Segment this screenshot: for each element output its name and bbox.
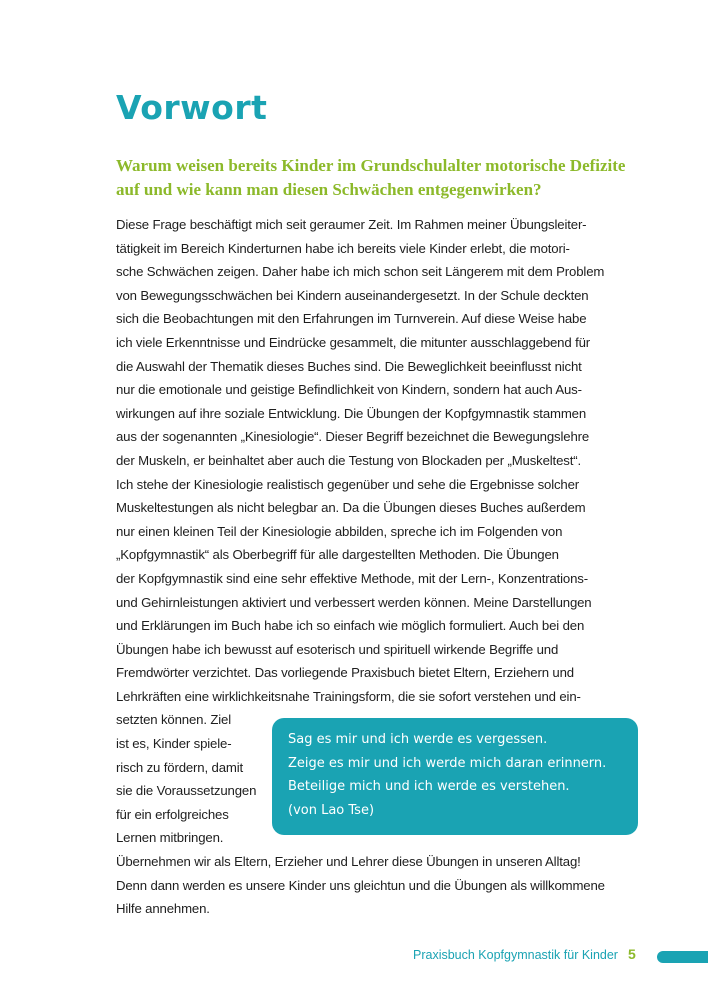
body-line: sie die Voraussetzungen [116, 783, 257, 799]
quote-line: Beteilige mich und ich werde es verstehen. [288, 779, 570, 794]
body-line: Muskeltestungen als nicht belegbar an. Da die Übungen dieses Buches außerdem [116, 500, 586, 516]
body-line: „Kopfgymnastik“ als Oberbegriff für alle dargestellten Methoden. Die Übungen [116, 547, 559, 563]
body-line: nur die emotionale und geistige Befindlichkeit von Kindern, sondern hat auch Aus- [116, 382, 582, 398]
body-line: und Gehirnleistungen aktiviert und verbessert werden können. Meine Darstellungen [116, 594, 592, 610]
body-line: Übungen habe ich bewusst auf esoterisch und spirituell wirkende Begriffe und [116, 641, 559, 657]
body-line: Ich stehe der Kinesiologie realistisch gegenüber und sehe die Ergebnisse solcher [116, 476, 580, 492]
body-line: der Muskeln, er beinhaltet aber auch die Testung von Blockaden per „Muskeltest“. [116, 452, 581, 468]
body-line: tätigkeit im Bereich Kinderturnen habe ich bereits viele Kinder erlebt, die motori- [116, 240, 570, 256]
quote-box [272, 718, 638, 835]
body-line: Fremdwörter verzichtet. Das vorliegende Praxisbuch bietet Eltern, Erziehern und [116, 665, 574, 681]
body-line: der Kopfgymnastik sind eine sehr effektive Methode, mit der Lern-, Konzentrations- [116, 570, 588, 586]
body-line: wirkungen auf ihre soziale Entwicklung. Die Übungen der Kopfgymnastik stammen [116, 405, 587, 421]
lead-line: auf und wie kann man diesen Schwächen entgegenwirken? [116, 179, 542, 199]
body-line: sche Schwächen zeigen. Daher habe ich mich schon seit Längerem mit dem Problem [116, 264, 605, 280]
body-line: Denn dann werden es unsere Kinder uns gleichtun und die Übungen als willkommene [116, 877, 605, 893]
body-line: Diese Frage beschäftigt mich seit geraumer Zeit. Im Rahmen meiner Übungsleiter- [116, 217, 587, 232]
body-line: aus der sogenannten „Kinesiologie“. Dieser Begriff bezeichnet die Bewegungslehre [116, 429, 590, 445]
body-line: sich die Beobachtungen mit den Erfahrungen im Turnverein. Auf diese Weise habe [116, 311, 587, 327]
body-line: Lernen mitbringen. [116, 830, 224, 846]
body-line: setzten können. Ziel [116, 712, 232, 728]
body-line: nur einen kleinen Teil der Kinesiologie abbilden, spreche ich im Folgenden von [116, 523, 563, 539]
footer-book-title: Praxisbuch Kopfgymnastik für Kinder [413, 948, 618, 962]
footer-accent-bar [657, 951, 708, 963]
quote-attribution: (von Lao Tse) [288, 802, 375, 818]
page-number: 5 [628, 946, 636, 962]
body-line: von Bewegungsschwächen bei Kindern auseinandergesetzt. In der Schule deckten [116, 287, 589, 303]
lead-line: Warum weisen bereits Kinder im Grundschulalter motorische Defizite [116, 156, 626, 175]
quote-line: Sag es mir und ich werde es vergessen. [288, 732, 548, 747]
body-line: ich viele Erkenntnisse und Eindrücke gesammelt, die mitunter ausschlaggebend für [116, 334, 591, 350]
page-title: Vorwort [116, 88, 268, 127]
body-line: und Erklärungen im Buch habe ich so einfach wie möglich formuliert. Auch bei den [116, 618, 585, 634]
quote-line: Zeige es mir und ich werde mich daran erinnern. [288, 755, 607, 771]
body-line: Lehrkräften eine wirklichkeitsnahe Trainingsform, die sie sofort verstehen und ein- [116, 688, 581, 704]
body-line: Übernehmen wir als Eltern, Erzieher und Lehrer diese Übungen in unseren Alltag! [116, 854, 581, 870]
body-line: die Auswahl der Thematik dieses Buches sind. Die Beweglichkeit beeinflusst nicht [116, 358, 582, 374]
body-line: Hilfe annehmen. [116, 901, 210, 917]
body-line: risch zu fördern, damit [116, 759, 244, 775]
body-line: für ein erfolgreiches [116, 806, 229, 822]
lead-question [116, 154, 626, 201]
body-line: ist es, Kinder spiele- [116, 736, 232, 752]
